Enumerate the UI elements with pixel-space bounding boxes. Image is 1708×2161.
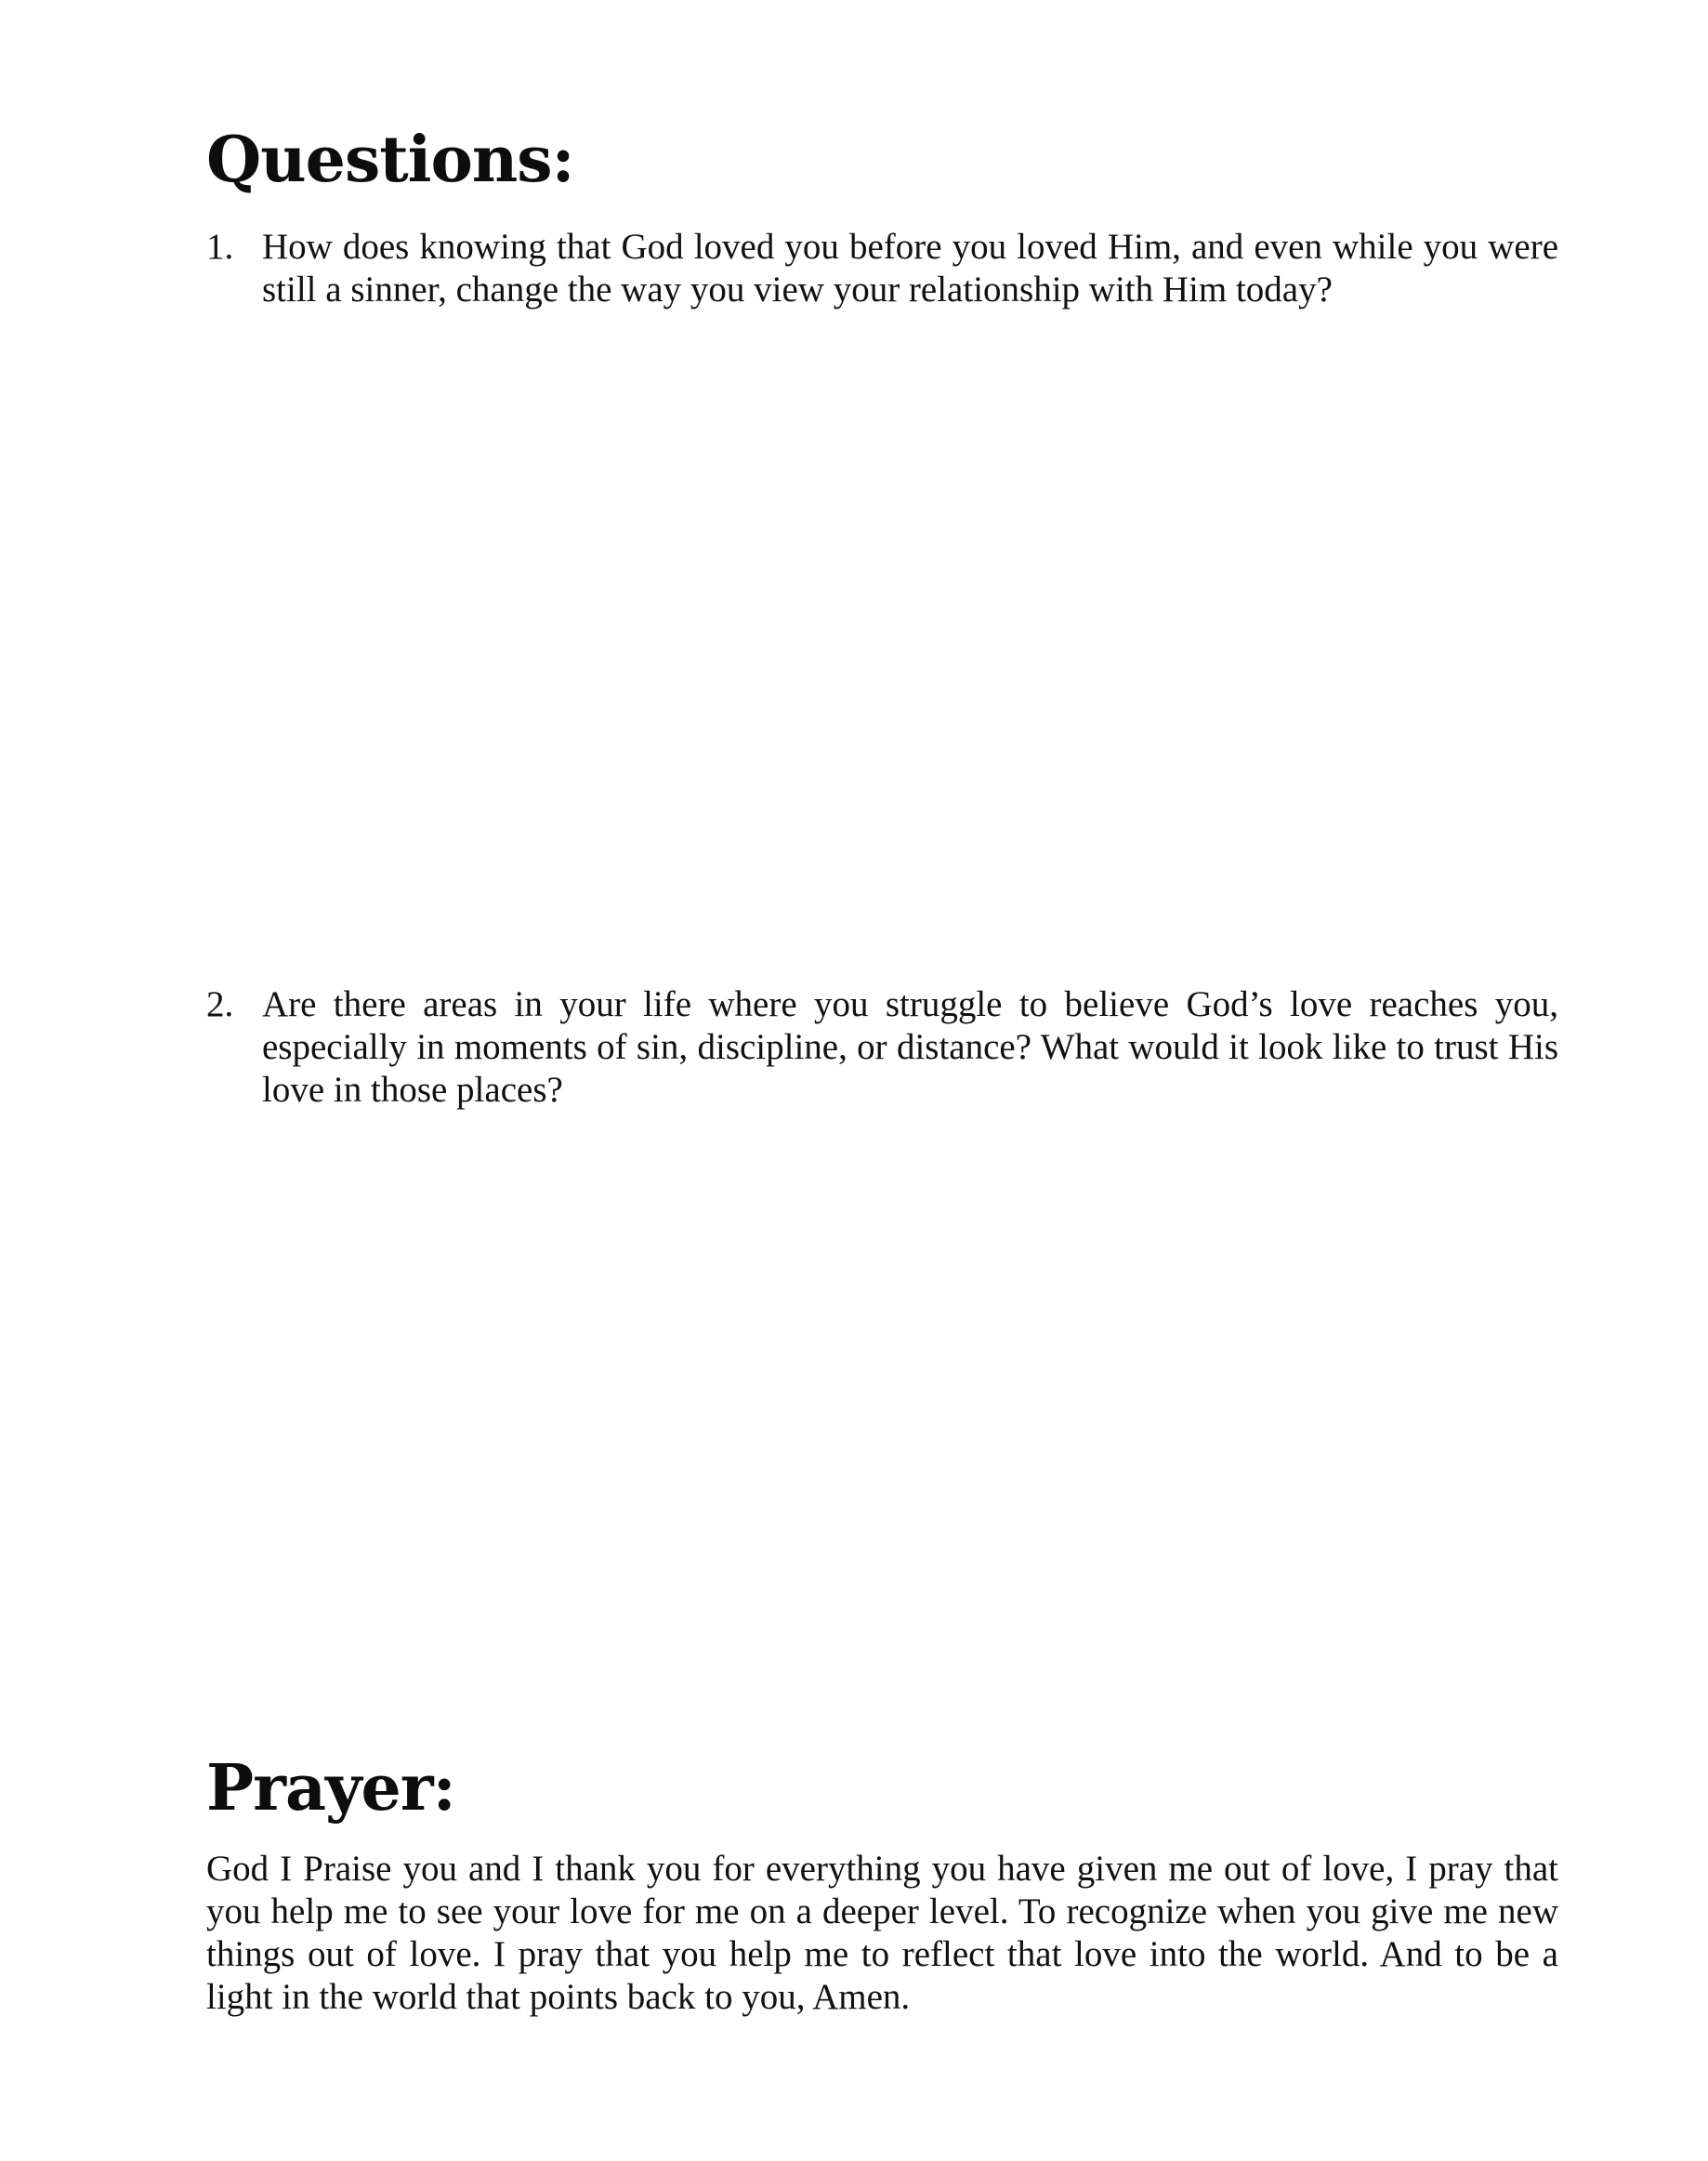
prayer-heading: Prayer: <box>206 1751 455 1825</box>
question-text: How does knowing that God loved you before you loved Him, and even while you were still a sinner, change the way you view your relationship with Him today? <box>262 227 1558 310</box>
question-number: 1. <box>206 227 234 267</box>
question-item <box>206 226 1558 311</box>
prayer-text: God I Praise you and I thank you for everything you have given me out of love, I pray that you help me to see your love for me on a deeper level. To recognize when you give me new things out of love. I pray that you help me to reflect that love into the world. And to be a light in the world that points back to you, Amen. <box>206 1849 1558 2017</box>
question-number: 2. <box>206 984 234 1024</box>
questions-heading: Questions: <box>206 123 574 197</box>
question-item <box>206 983 1558 1112</box>
question-text: Are there areas in your life where you struggle to believe God’s love reaches you, especially in moments of sin, discipline, or distance? What would it look like to trust His love in those places? <box>262 984 1558 1110</box>
